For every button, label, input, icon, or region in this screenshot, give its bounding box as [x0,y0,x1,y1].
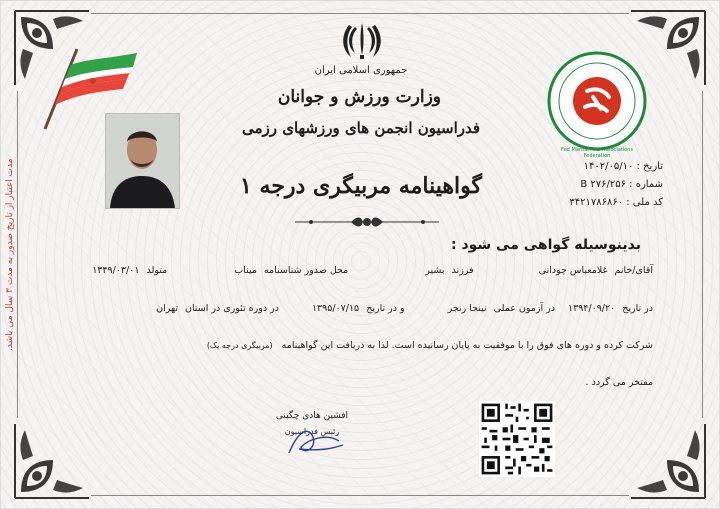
iran-emblem-icon [341,19,383,61]
theory-date: ۱۳۹۵/۰۷/۱۵ [311,303,360,314]
date-row [553,161,663,172]
logo-text: Fed Martial Arts Associations Federation [561,147,633,159]
mr-label: آقای/خانم [614,265,653,276]
birth-label: متولد [146,265,168,276]
exam-style: نینجا رنجر [447,303,487,314]
federation-text: فدراسیون انجمن های ورزشهای رزمی [241,119,481,137]
signature-icon [279,419,349,459]
exam-label: در آزمون عملی [493,303,555,314]
child-label: فرزند [451,265,474,276]
person-silhouette-icon [106,114,179,208]
corner-ornament-icon [13,422,91,500]
province: تهران [156,303,178,314]
issue-label: محل صدور شناسنامه [263,265,349,276]
exam-date-label: در تاریخ [622,303,653,314]
ornament-divider-icon [291,215,443,229]
birth-date: ۱۳۴۹/۰۳/۰۱ [92,265,140,276]
right-border-line [702,91,703,418]
republic-text: جمهوری اسلامی ایران [314,65,408,76]
body-line-3 [63,340,653,351]
intro-text: بدینوسیله گواهی می شود : [450,237,641,253]
ministry-text: وزارت ورزش و جوانان [277,87,441,107]
federation-logo-icon [547,51,647,151]
certificate-title: گواهینامه مربیگری درجه ۱ [240,173,482,199]
top-border-line [91,13,629,14]
certificate-grade-note: (مربیگری درجه یک) [206,341,273,350]
issue-place: میناب [234,265,257,276]
theory-label: در دوره تئوری در استان [185,303,279,314]
number-value: B ۲۷۶/۲۵۶ [580,179,626,190]
signer-role: رئیس فدراسیون [284,427,340,436]
left-border-line [17,91,18,418]
number-label: شماره : [629,179,663,190]
father-name: بشیر [425,265,445,276]
holder-name: غلامعباس چودانی [538,265,608,276]
bottom-border-line [91,495,629,496]
national-id-label: کد ملی : [626,197,663,208]
date-value: ۱۴۰۲/۰۵/۱۰ [583,161,634,172]
body-line-4: مفتخر می گردد . [585,377,653,388]
body-line-1 [63,265,653,276]
corner-ornament-icon [629,422,707,500]
completion-text: شرکت کرده و دوره های فوق را با موفقیت به پایان رسانیده است. لذا به دریافت این گواهینامه [281,340,653,351]
exam-date: ۱۳۹۴/۰۹/۲۰ [567,303,616,314]
number-row [553,179,663,190]
signer-name: افشین هادی چگینی [275,411,349,421]
national-id-row [553,197,663,208]
national-id-value: ۳۴۲۱۷۸۶۸۶۰ [569,197,624,208]
qr-code-icon [479,401,555,477]
body-line-2 [63,303,653,314]
date-label: تاریخ : [636,161,663,172]
person-photo [105,113,180,209]
validity-note: مدت اعتبار از تاریخ صدور به مدت ۳ سال می باشد. [5,158,15,351]
theory-date-label: و در تاریخ [366,303,405,314]
